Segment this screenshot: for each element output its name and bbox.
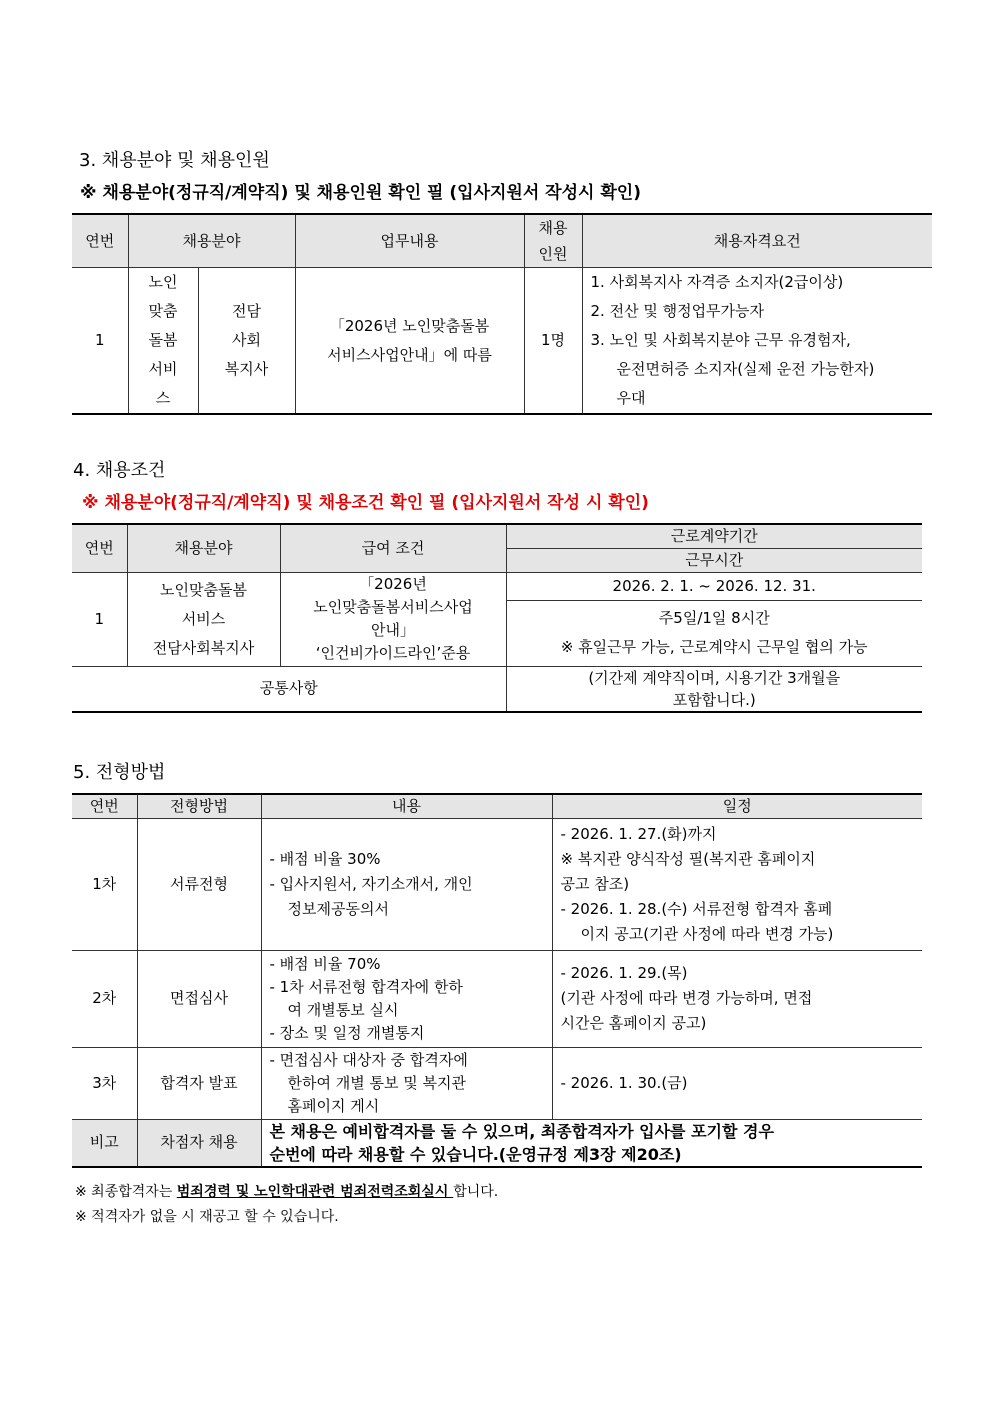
row1-content: - 배점 비율 30% - 입사지원서, 자기소개서, 개인 정보제공동의서: [261, 818, 552, 950]
remark-method: 차점자 채용: [137, 1119, 261, 1167]
section4-note: ※ 채용분야(정규직/계약직) 및 채용조건 확인 필 (입사지원서 작성 시 확인): [82, 493, 649, 513]
row-no: 1: [72, 572, 127, 666]
row2-schedule: - 2026. 1. 29.(목) (기관 사정에 따라 변경 가능하며, 면접 시간은 홈페이지 공고): [552, 950, 922, 1047]
row-qual: 1. 사회복지사 자격증 소지자(2급이상) 2. 전산 및 행정업무가능자 3. 노인 및 사회복지분야 근무 유경험자, 운전면허증 소지자(실제 운전 가능한자) 우대: [582, 268, 932, 415]
row3-schedule: - 2026. 1. 30.(금): [552, 1047, 922, 1119]
row1-no: 1차: [72, 818, 137, 950]
header-hours: 근무시간: [506, 548, 922, 572]
row-hours: 주5일/1일 8시간 ※ 휴일근무 가능, 근로계약시 근무일 협의 가능: [506, 600, 922, 666]
header-no: 연번: [72, 214, 128, 268]
header-qual: 채용자격요건: [582, 214, 932, 268]
section5-table: [72, 793, 922, 1168]
row3-method: 합격자 발표: [137, 1047, 261, 1119]
header-no: 연번: [72, 794, 137, 818]
header-count: 채용 인원: [524, 214, 582, 268]
row3-content: - 면접심사 대상자 중 합격자에 한하여 개별 통보 및 복지관 홈페이지 게시: [261, 1047, 552, 1119]
remark-text: 본 채용은 예비합격자를 둘 수 있으며, 최종합격자가 입사를 포기할 경우 순번에 따라 채용할 수 있습니다.(운영규정 제3장 제20조): [261, 1119, 922, 1167]
header-field: 채용분야: [128, 214, 295, 268]
remark-label: 비고: [72, 1119, 137, 1167]
footnote-2: ※ 적격자가 없을 시 재공고 할 수 있습니다.: [75, 1209, 339, 1225]
row2-no: 2차: [72, 950, 137, 1047]
row2-content: - 배점 비율 70% - 1차 서류전형 합격자에 한하 여 개별통보 실시 - 장소 및 일정 개별통지: [261, 950, 552, 1047]
row2-method: 면접심사: [137, 950, 261, 1047]
row1-schedule: - 2026. 1. 27.(화)까지 ※ 복지관 양식작성 필(복지관 홈페이지 공고 참조) - 2026. 1. 28.(수) 서류전형 합격자 홈페 이지 공고(기관 사정에 따라 변경 가능): [552, 818, 922, 950]
header-content: 내용: [261, 794, 552, 818]
row-field: 노인맞춤돌봄 서비스 전담사회복지사: [127, 572, 280, 666]
row-period: 2026. 2. 1. ~ 2026. 12. 31.: [506, 572, 922, 600]
footnote-1: ※ 최종합격자는 범죄경력 및 노인학대관련 범죄전력조회실시 합니다.: [75, 1184, 499, 1200]
section4-title: 4. 채용조건: [73, 460, 166, 481]
header-no: 연번: [72, 524, 127, 572]
header-method: 전형방법: [137, 794, 261, 818]
section5-title: 5. 전형방법: [73, 762, 166, 783]
header-pay: 급여 조건: [280, 524, 506, 572]
header-duty: 업무내용: [295, 214, 524, 268]
row-duty: 「2026년 노인맞춤돌봄 서비스사업안내」에 따름: [295, 268, 524, 415]
row1-method: 서류전형: [137, 818, 261, 950]
header-period: 근로계약기간: [506, 524, 922, 548]
header-field: 채용분야: [127, 524, 280, 572]
footnote-1-emphasis: 범죄경력 및 노인학대관련 범죄전력조회실시: [176, 1184, 454, 1200]
common-label: 공통사항: [72, 666, 506, 712]
section3-table: [72, 213, 932, 415]
row3-no: 3차: [72, 1047, 137, 1119]
row-pay: 「2026년 노인맞춤돌봄서비스사업 안내」 ‘인건비가이드라인’준용: [280, 572, 506, 666]
section3-title: 3. 채용분야 및 채용인원: [79, 150, 270, 171]
section4-table: [72, 523, 922, 713]
row-no: 1: [72, 268, 128, 415]
row-field-b: 전담 사회 복지사: [198, 268, 295, 415]
row-count: 1명: [524, 268, 582, 415]
common-value: (기간제 계약직이며, 시용기간 3개월을 포함합니다.): [506, 666, 922, 712]
section3-note: ※ 채용분야(정규직/계약직) 및 채용인원 확인 필 (입사지원서 작성시 확인): [80, 183, 641, 203]
row-field-a: 노인 맞춤 돌봄 서비 스: [128, 268, 198, 415]
header-schedule: 일정: [552, 794, 922, 818]
